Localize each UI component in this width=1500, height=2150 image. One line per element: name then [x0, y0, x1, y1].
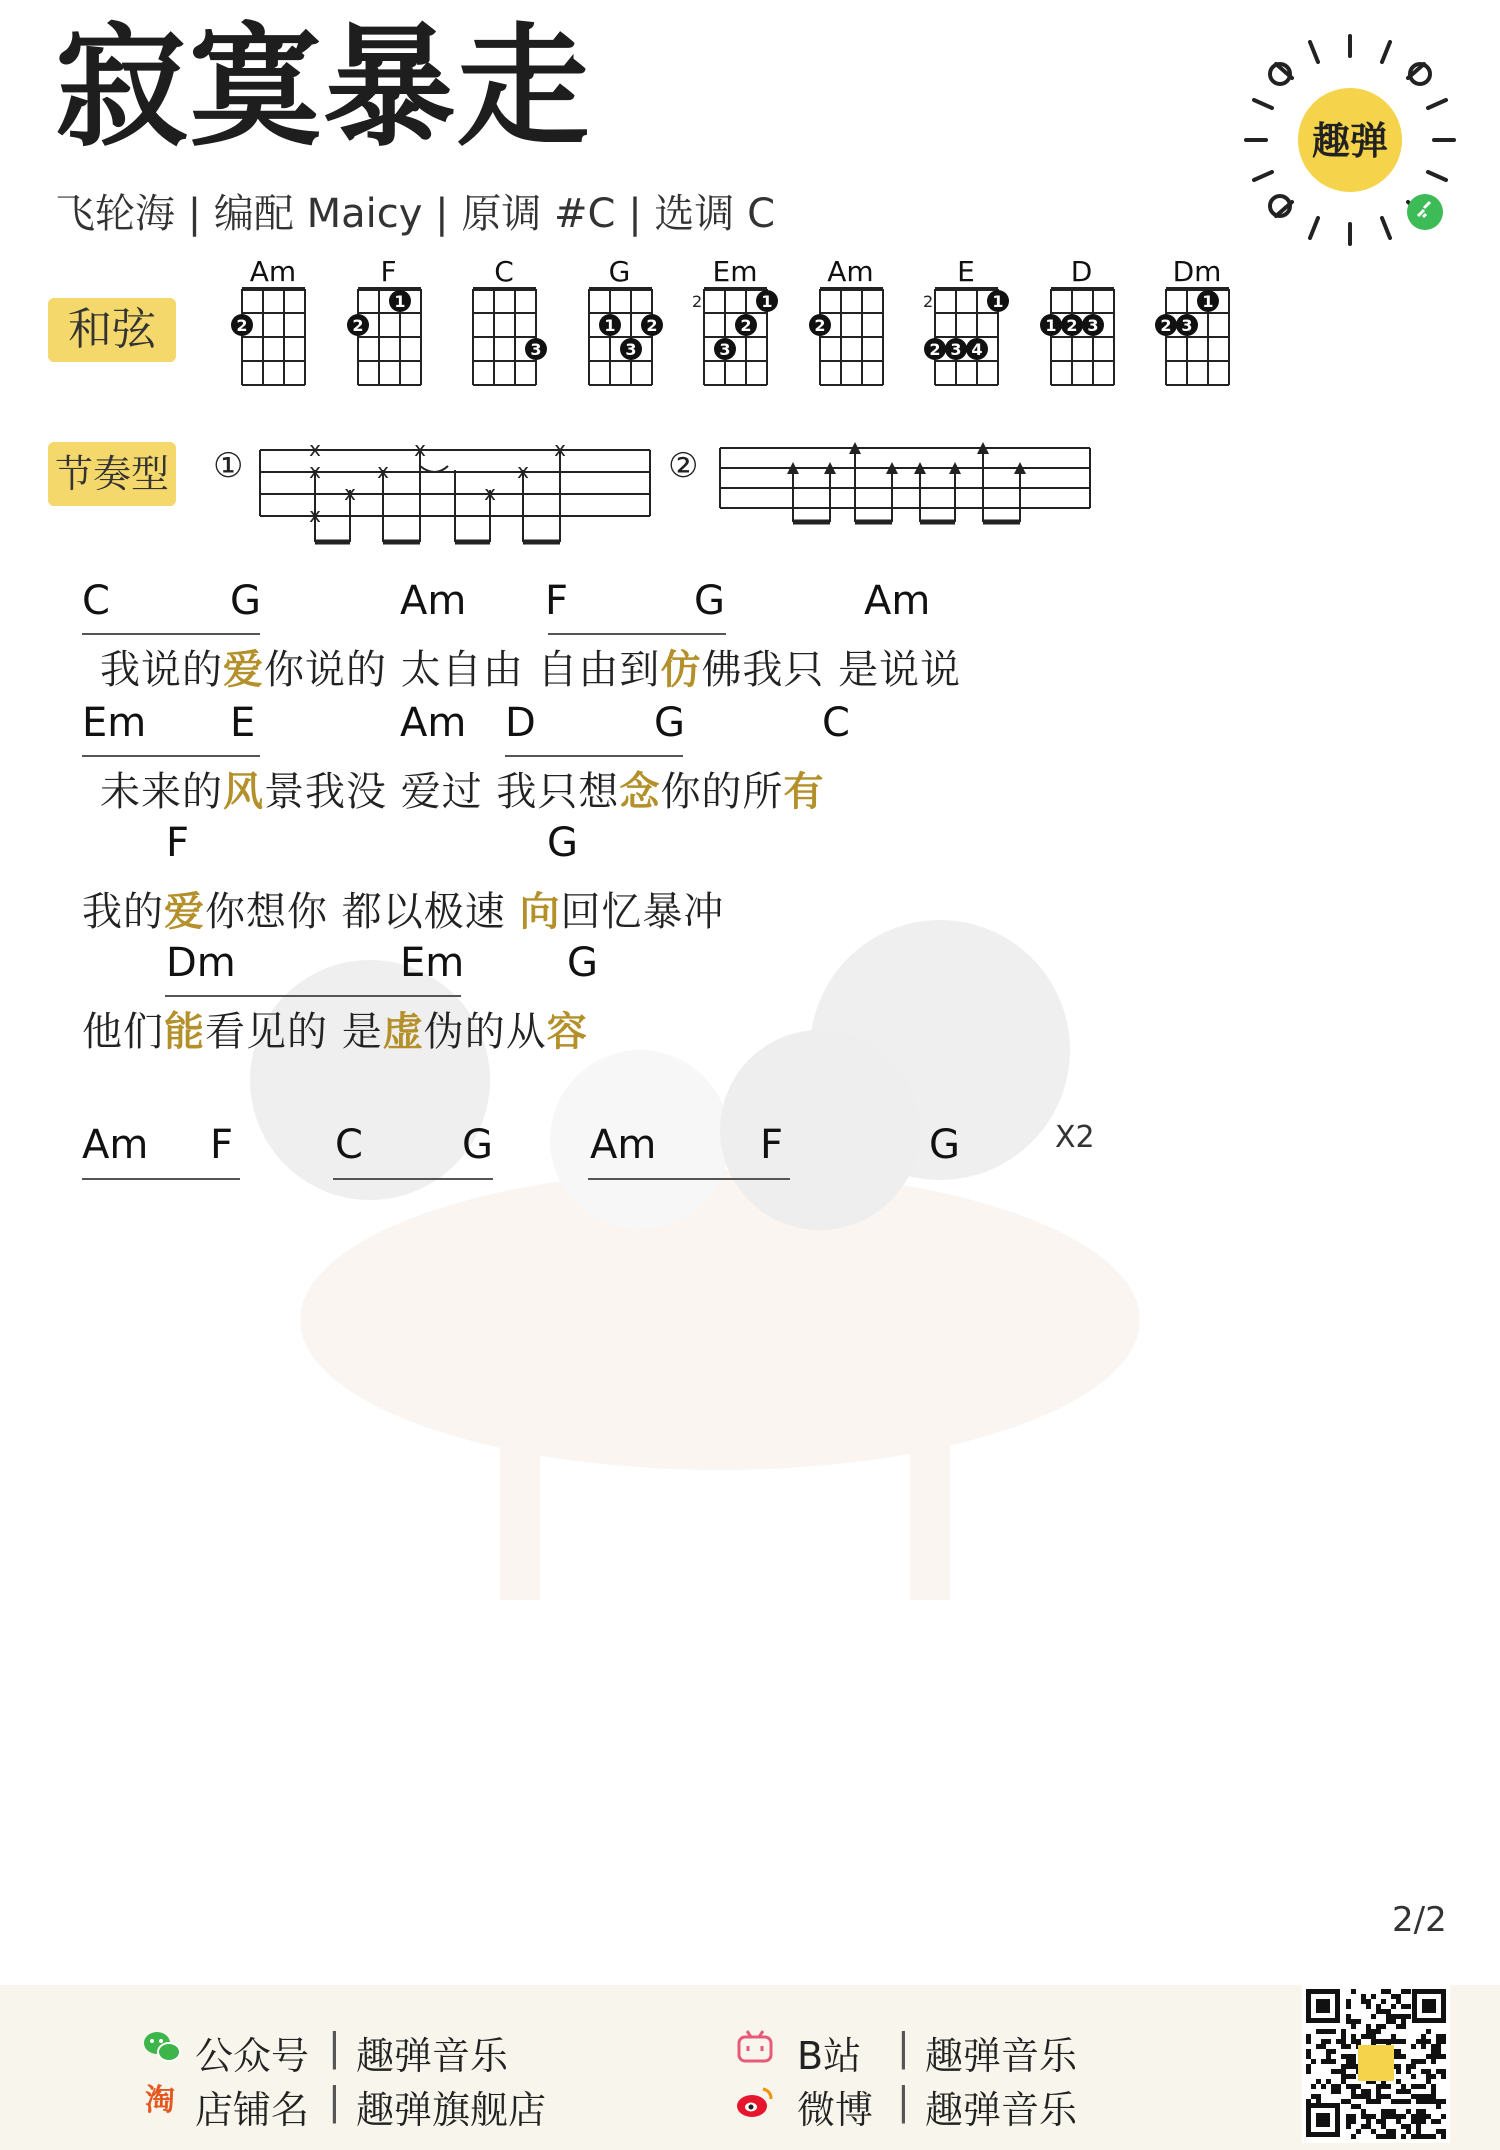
svg-text:x: x — [517, 459, 529, 483]
chord-diagram-e — [921, 257, 1011, 397]
finger-number: 3 — [1181, 316, 1193, 335]
svg-text:x: x — [309, 437, 321, 461]
lyric-line-3: 我的爱你想你 都以极速 向回忆暴冲 — [82, 889, 725, 935]
wechat-label: 公众号 — [195, 2034, 310, 2078]
finger-number: 2 — [813, 316, 826, 335]
qr-code[interactable] — [1302, 1985, 1450, 2143]
chord-symbol: G — [462, 1122, 493, 1168]
chord-diagram-dm — [1152, 257, 1242, 397]
chord-symbol: Am — [82, 1122, 149, 1168]
finger-number: 2 — [236, 316, 248, 335]
chord-grid — [228, 285, 320, 395]
chord-underline — [165, 995, 461, 997]
chord-symbol: C — [335, 1122, 363, 1168]
taobao-icon: 淘 — [145, 2083, 175, 2118]
finger-number: 2 — [1065, 316, 1078, 335]
finger-number: 3 — [530, 340, 542, 359]
chord-symbol: Dm — [166, 940, 236, 986]
chord-symbol: F — [166, 820, 190, 866]
miniprogram-qr-icon — [1240, 30, 1460, 250]
chord-grid — [1037, 285, 1129, 395]
chord-underline — [588, 1178, 790, 1180]
chord-underline — [548, 633, 726, 635]
chord-name: Dm — [1172, 255, 1222, 288]
chord-grid — [690, 285, 782, 395]
separator: | — [897, 2079, 910, 2123]
chord-grid — [459, 285, 551, 395]
chord-diagram-g — [575, 257, 665, 397]
chord-symbol: F — [545, 578, 569, 624]
chord-diagram-f — [344, 257, 434, 397]
finger-number: 2 — [645, 316, 658, 335]
separator: | — [897, 2025, 910, 2069]
rhythm-pattern-1 — [255, 430, 655, 550]
svg-text:x: x — [554, 437, 566, 461]
chord-diagram-am — [806, 257, 896, 397]
chord-underline — [82, 755, 260, 757]
chord-line-4 — [82, 940, 982, 990]
bilibili-icon — [735, 2027, 775, 2067]
separator: | — [328, 2025, 341, 2069]
finger-number: 1 — [761, 292, 773, 311]
chord-name: F — [380, 255, 397, 288]
chord-grid — [1152, 285, 1244, 395]
svg-text:x: x — [484, 481, 496, 505]
chord-diagram-c — [459, 257, 549, 397]
chord-grid — [921, 285, 1013, 395]
finger-number: 3 — [719, 340, 731, 359]
finger-number: 2 — [1160, 316, 1172, 335]
logo-text: 趣弹 — [1311, 119, 1389, 163]
chord-symbol: D — [505, 700, 536, 746]
song-subtitle: 飞轮海 | 编配 Maicy | 原调 #C | 选调 C — [55, 191, 776, 237]
chord-symbol: G — [567, 940, 598, 986]
bilibili-label: B站 — [797, 2034, 862, 2078]
lyric-line-2: 未来的风景我没 爱过 我只想念你的所有 — [100, 769, 825, 815]
separator: | — [328, 2079, 341, 2123]
chord-line-3 — [82, 820, 982, 870]
chord-symbol: G — [929, 1122, 960, 1168]
wechat-account[interactable]: 趣弹音乐 — [356, 2034, 509, 2078]
chords-tag: 和弦 — [48, 298, 176, 362]
svg-text:x: x — [377, 459, 389, 483]
svg-text:x: x — [309, 503, 321, 527]
chord-symbol: E — [230, 700, 256, 746]
chord-name: G — [608, 255, 631, 288]
chord-symbol: G — [230, 578, 261, 624]
chord-name: Am — [249, 255, 297, 288]
finger-number: 2 — [740, 316, 752, 335]
rhythm-pattern-2-label: ② — [668, 446, 699, 486]
chord-underline — [82, 1178, 240, 1180]
chord-underline — [82, 633, 260, 635]
weibo-account[interactable]: 趣弹音乐 — [925, 2088, 1078, 2132]
finger-number: 3 — [624, 340, 637, 359]
chord-diagram-em — [690, 257, 780, 397]
lyric-line-1: 我说的爱你说的 太自由 自由到仿佛我只 是说说 — [100, 647, 962, 693]
chord-symbol: Am — [400, 700, 467, 746]
rhythm-tag: 节奏型 — [48, 442, 176, 506]
chord-symbol: Em — [82, 700, 147, 746]
chord-symbol: Am — [590, 1122, 657, 1168]
chord-symbol: Am — [400, 578, 467, 624]
chord-line-5 — [82, 1122, 1182, 1172]
finger-number: 2 — [351, 316, 364, 335]
chord-symbol: Am — [864, 578, 931, 624]
chord-symbol: F — [210, 1122, 234, 1168]
footer — [0, 1985, 1500, 2150]
chord-symbol: C — [822, 700, 850, 746]
finger-number: 1 — [603, 316, 616, 335]
finger-number: 3 — [1086, 316, 1099, 335]
chord-grid — [344, 285, 436, 395]
chord-name: E — [957, 255, 975, 288]
weibo-icon — [735, 2081, 775, 2121]
shop-label: 店铺名 — [195, 2088, 310, 2132]
fret-number: 2 — [692, 292, 703, 311]
chord-symbol: Em — [400, 940, 465, 986]
chord-symbol: G — [694, 578, 725, 624]
weibo-label: 微博 — [797, 2088, 874, 2132]
chord-name: C — [494, 255, 514, 288]
chord-underline — [505, 755, 683, 757]
chord-symbol: F — [760, 1122, 784, 1168]
finger-number: 1 — [1044, 316, 1057, 335]
chord-name: Am — [827, 255, 874, 288]
finger-number: 2 — [929, 340, 941, 359]
svg-text:x: x — [309, 459, 321, 483]
wechat-icon — [142, 2027, 182, 2067]
bilibili-account[interactable]: 趣弹音乐 — [925, 2034, 1078, 2078]
chord-name: D — [1070, 255, 1093, 288]
finger-number: 1 — [992, 292, 1004, 311]
chord-grid — [575, 285, 667, 395]
chord-name: Em — [712, 255, 758, 288]
chord-line-2 — [82, 700, 982, 750]
finger-number: 3 — [950, 340, 962, 359]
chord-line-1 — [82, 578, 982, 628]
fret-number: 2 — [923, 292, 934, 311]
finger-number: 4 — [971, 340, 983, 359]
svg-text:x: x — [344, 481, 356, 505]
chord-symbol: C — [82, 578, 110, 624]
rhythm-pattern-2 — [715, 430, 1095, 530]
song-title: 寂寞暴走 — [55, 11, 591, 165]
chord-symbol: G — [654, 700, 685, 746]
chord-underline — [333, 1178, 493, 1180]
chord-symbol: G — [547, 820, 578, 866]
finger-number: 1 — [1202, 292, 1214, 311]
rhythm-pattern-1-label: ① — [213, 446, 244, 486]
finger-number: 1 — [393, 292, 406, 311]
shop-name[interactable]: 趣弹旗舰店 — [356, 2088, 547, 2132]
lyric-line-4: 他们能看见的 是虚伪的从容 — [82, 1009, 588, 1055]
repeat-marker: X2 — [1055, 1120, 1095, 1155]
svg-text:x: x — [414, 437, 426, 461]
chord-grid — [806, 285, 898, 395]
page-number: 2/2 — [1392, 1900, 1447, 1940]
chord-diagram-am — [228, 257, 318, 397]
chord-diagram-d — [1037, 257, 1127, 397]
